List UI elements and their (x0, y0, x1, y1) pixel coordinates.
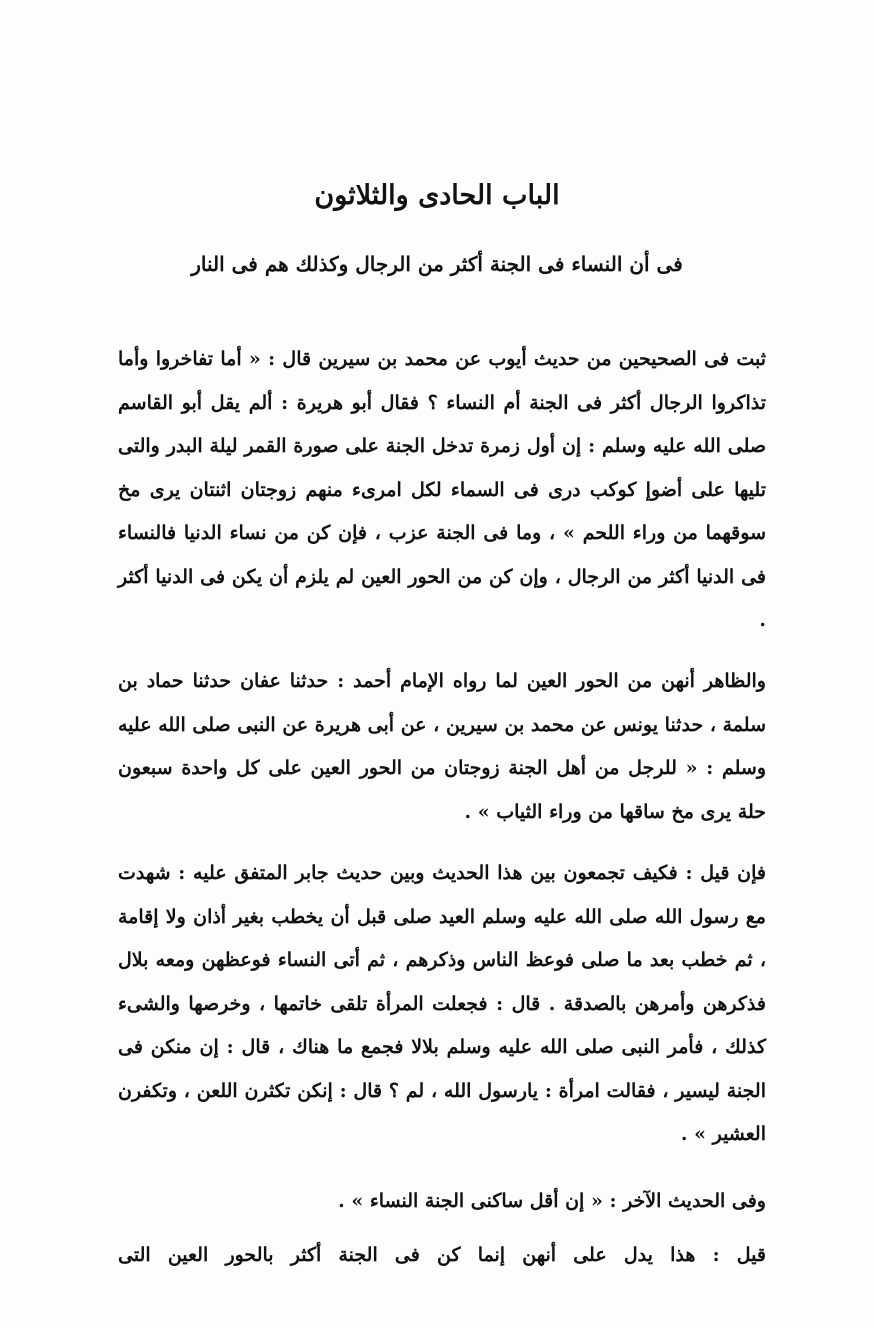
chapter-title: الباب الحادى والثلاثون (314, 180, 560, 211)
paragraph: وفى الحديث الآخر : « إن أقل ساكنى الجنة النساء » . (338, 1190, 766, 1212)
paragraph: قيل : هذا يدل على أنهن إنما كن فى الجنة أكثر بالحور العين التى (118, 1244, 766, 1266)
paragraph: والظاهر أنهن من الحور العين لما رواه الإمام أحمد : حدثنا عفان حدثنا حماد بن سلمة ، حدثنا يونس عن محمد بن سيرين ، عن أبى هريرة عن النبى صلى الله عليه وسلم : « للرجل من أهل الجنة زوجتان من الحور العين على كل واحدة سبعون حلة يرى مخ ساقها من وراء الثياب » . (118, 670, 766, 823)
chapter-subtitle: فى أن النساء فى الجنة أكثر من الرجال وكذلك هم فى النار (191, 252, 683, 276)
paragraph: فإن قيل : فكيف تجمعون بين هذا الحديث وبين حديث جابر المتفق عليه : شهدت مع رسول الله صلى الله عليه وسلم العيد صلى قبل أن يخطب بغير أذان ولا إقامة ، ثم خطب بعد ما صلى فوعظ الناس وذكرهم ، ثم أتى النساء فوعظهن ومعه بلال فذكرهن وأمرهن بالصدقة . قال : فجعلت المرأة تلقى خاتمها ، وخرصها والشىء كذلك ، فأمر النبى صلى الله عليه وسلم بلالا فجمع ما هناك ، قال : إن منكن فى الجنة ليسير ، فقالت امرأة : يارسول الله ، لم ؟ قال : إنكن تكثرن اللعن ، وتكفرن العشير » . (118, 862, 766, 1145)
paragraph: ثبت فى الصحيحين من حديث أيوب عن محمد بن سيرين قال : « أما تفاخروا وأما تذاكروا الرجال أكثر فى الجنة أم النساء ؟ فقال أبو هريرة : ألم يقل أبو القاسم صلى الله عليه وسلم : إن أول زمرة تدخل الجنة على صورة القمر ليلة البدر والتى تليها على أضوإ كوكب درى فى السماء لكل امرىء منهم زوجتان اثنتان يرى مخ سوقهما من وراء اللحم » ، وما فى الجنة عزب ، فإن كن من نساء الدنيا فالنساء فى الدنيا أكثر من الرجال ، وإن كن من الحور العين لم يلزم أن يكن فى الدنيا أكثر . (118, 348, 766, 631)
